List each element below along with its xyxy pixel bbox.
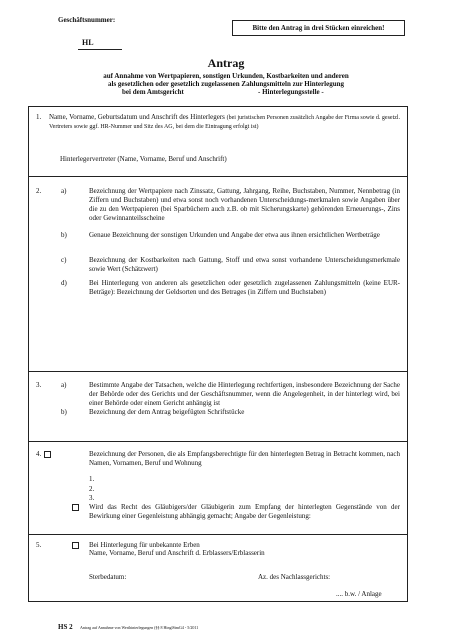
form-code: HS 2 [58,623,73,631]
section-2-c-letter: c) [61,256,67,264]
recipient-2: 2. [89,485,95,493]
section-3-number: 3. [36,381,42,389]
section-4-checkbox[interactable] [44,451,51,458]
section-2-b-text: Genaue Bezeichnung der sonstigen Urkunden und Angabe der etwa aus ihnen ersichtlichen Wertbeträge [89,231,380,239]
death-date-label: Sterbedatum: [89,573,127,581]
recipient-3: 3. [89,494,95,502]
section-1-heading [49,113,401,131]
divider-2-3 [28,371,408,372]
section-2-a-letter: a) [61,187,67,195]
section-5-line-2: Name, Vorname, Beruf und Anschrift d. Erblassers/Erblasserin [89,549,265,557]
section-3-b-letter: b) [61,408,67,416]
section-1-text: Name, Vorname, Geburtsdatum und Anschrift des Hinterlegers [49,113,225,121]
divider-4-5 [28,534,408,535]
section-2-a-text: Bezeichnung der Wertpapiere nach Zinssatz, Gattung, Jahrgang, Reihe, Buchstaben, Nummer, Nennbetrag (in Ziffern und Buchstaben) und etwa sonst noch vorhandenen Unterscheidungs-merkmalen sowie Angaben über die zu den Wertpapieren (bei Sparbüchern auch z.B. ob mit Sicherungskarte) gehörenden Erneuerungs-, Zins oder Gewinnanteilsscheine [89,187,400,222]
section-2-d-letter: d) [61,279,67,287]
title-deposit-office: - Hinterlegungsstelle - [258,88,324,96]
title-court: bei dem Amtsgericht [122,88,184,96]
hl-underline [78,49,122,50]
unknown-heirs-checkbox[interactable] [72,542,79,549]
counter-performance-checkbox[interactable] [72,504,79,511]
section-1-note: (bei juristischen Personen zusätzlich Angabe der Firma sowie d. gesetzl. Vertreters sowie ggf. HR-Nummer und Sitz des AG, bei dem die Eintragung erfolgt ist) [49,115,401,130]
section-2-number: 2. [36,187,42,195]
footer-text: Antrag auf Annahme von Werthinterlegungen (§§ 8 HinglStmG4 - 5/2011 [80,625,199,630]
case-number-label: Geschäftsnummer: [58,16,116,24]
divider-1-2 [28,176,408,177]
notice-box [232,20,405,36]
hl-label: HL [82,38,94,47]
page-title: Antrag [207,56,245,70]
section-2-b-letter: b) [61,231,67,239]
section-4-text: Bezeichnung der Personen, die als Empfangsberechtigte für den hinterlegten Betrag in Betracht kommen, nach Namen, Vornamen, Beruf und Wohnung [89,450,400,467]
estate-court-label: Az. des Nachlassgerichts: [258,573,331,581]
section-1-number: 1. [36,113,42,121]
section-3-a-text: Bestimmte Angabe der Tatsachen, welche die Hinterlegung rechtfertigen, insbesondere Bezeichnung der Sache der Behörde oder des Gerichts und der Geschäftsnummer, wenn die Angelegenheit, in der hinterlegt wird, bei einer Behörde oder einem Gericht anhängig ist [89,381,400,407]
divider-3-4 [28,441,408,442]
representative-label: Hinterlegervertreter (Name, Vorname, Beruf und Anschrift) [60,155,227,163]
section-4-number: 4. [36,450,42,458]
section-5-line-1: Bei Hinterlegung für unbekannte Erben [89,541,200,549]
counter-performance-text: Wird das Recht des Gläubigers/der Gläubigerin zum Empfang der hinterlegten Gegenstände von der Bewirkung einer Gegenleistung abhängig gemacht; Angabe der Gegenleistung: [89,503,400,520]
recipient-1: 1. [89,475,95,483]
section-2-d-text: Bei Hinterlegung von anderen als gesetzlichen oder gesetzlich zugelassenen Zahlungsmitteln (keine EUR-Beträge): Bezeichnung der Geldsorten und des Betrages (in Ziffern und Buchstaben) [89,279,400,296]
section-2-c-text: Bezeichnung der Kostbarkeiten nach Gattung, Stoff und etwa sonst vorhandene Unterscheidungsmerkmale sowie Wert (Schätzwert) [89,256,400,273]
section-3-b-text: Bezeichnung der dem Antrag beigefügten Schriftstücke [89,408,245,416]
title-line-2: als gesetzlichen oder gesetzlich zugelassenen Zahlungsmitteln zur Hinterlegung [108,80,344,88]
section-5-number: 5. [36,541,42,549]
section-3-a-letter: a) [61,381,67,389]
continue-note: .... b.w. / Anlage [336,590,382,598]
title-line-1: auf Annahme von Wertpapieren, sonstigen Urkunden, Kostbarkeiten und anderen [103,72,349,80]
form-frame [28,106,408,602]
notice-text: Bitte den Antrag in drei Stücken einreichen! [252,24,385,32]
